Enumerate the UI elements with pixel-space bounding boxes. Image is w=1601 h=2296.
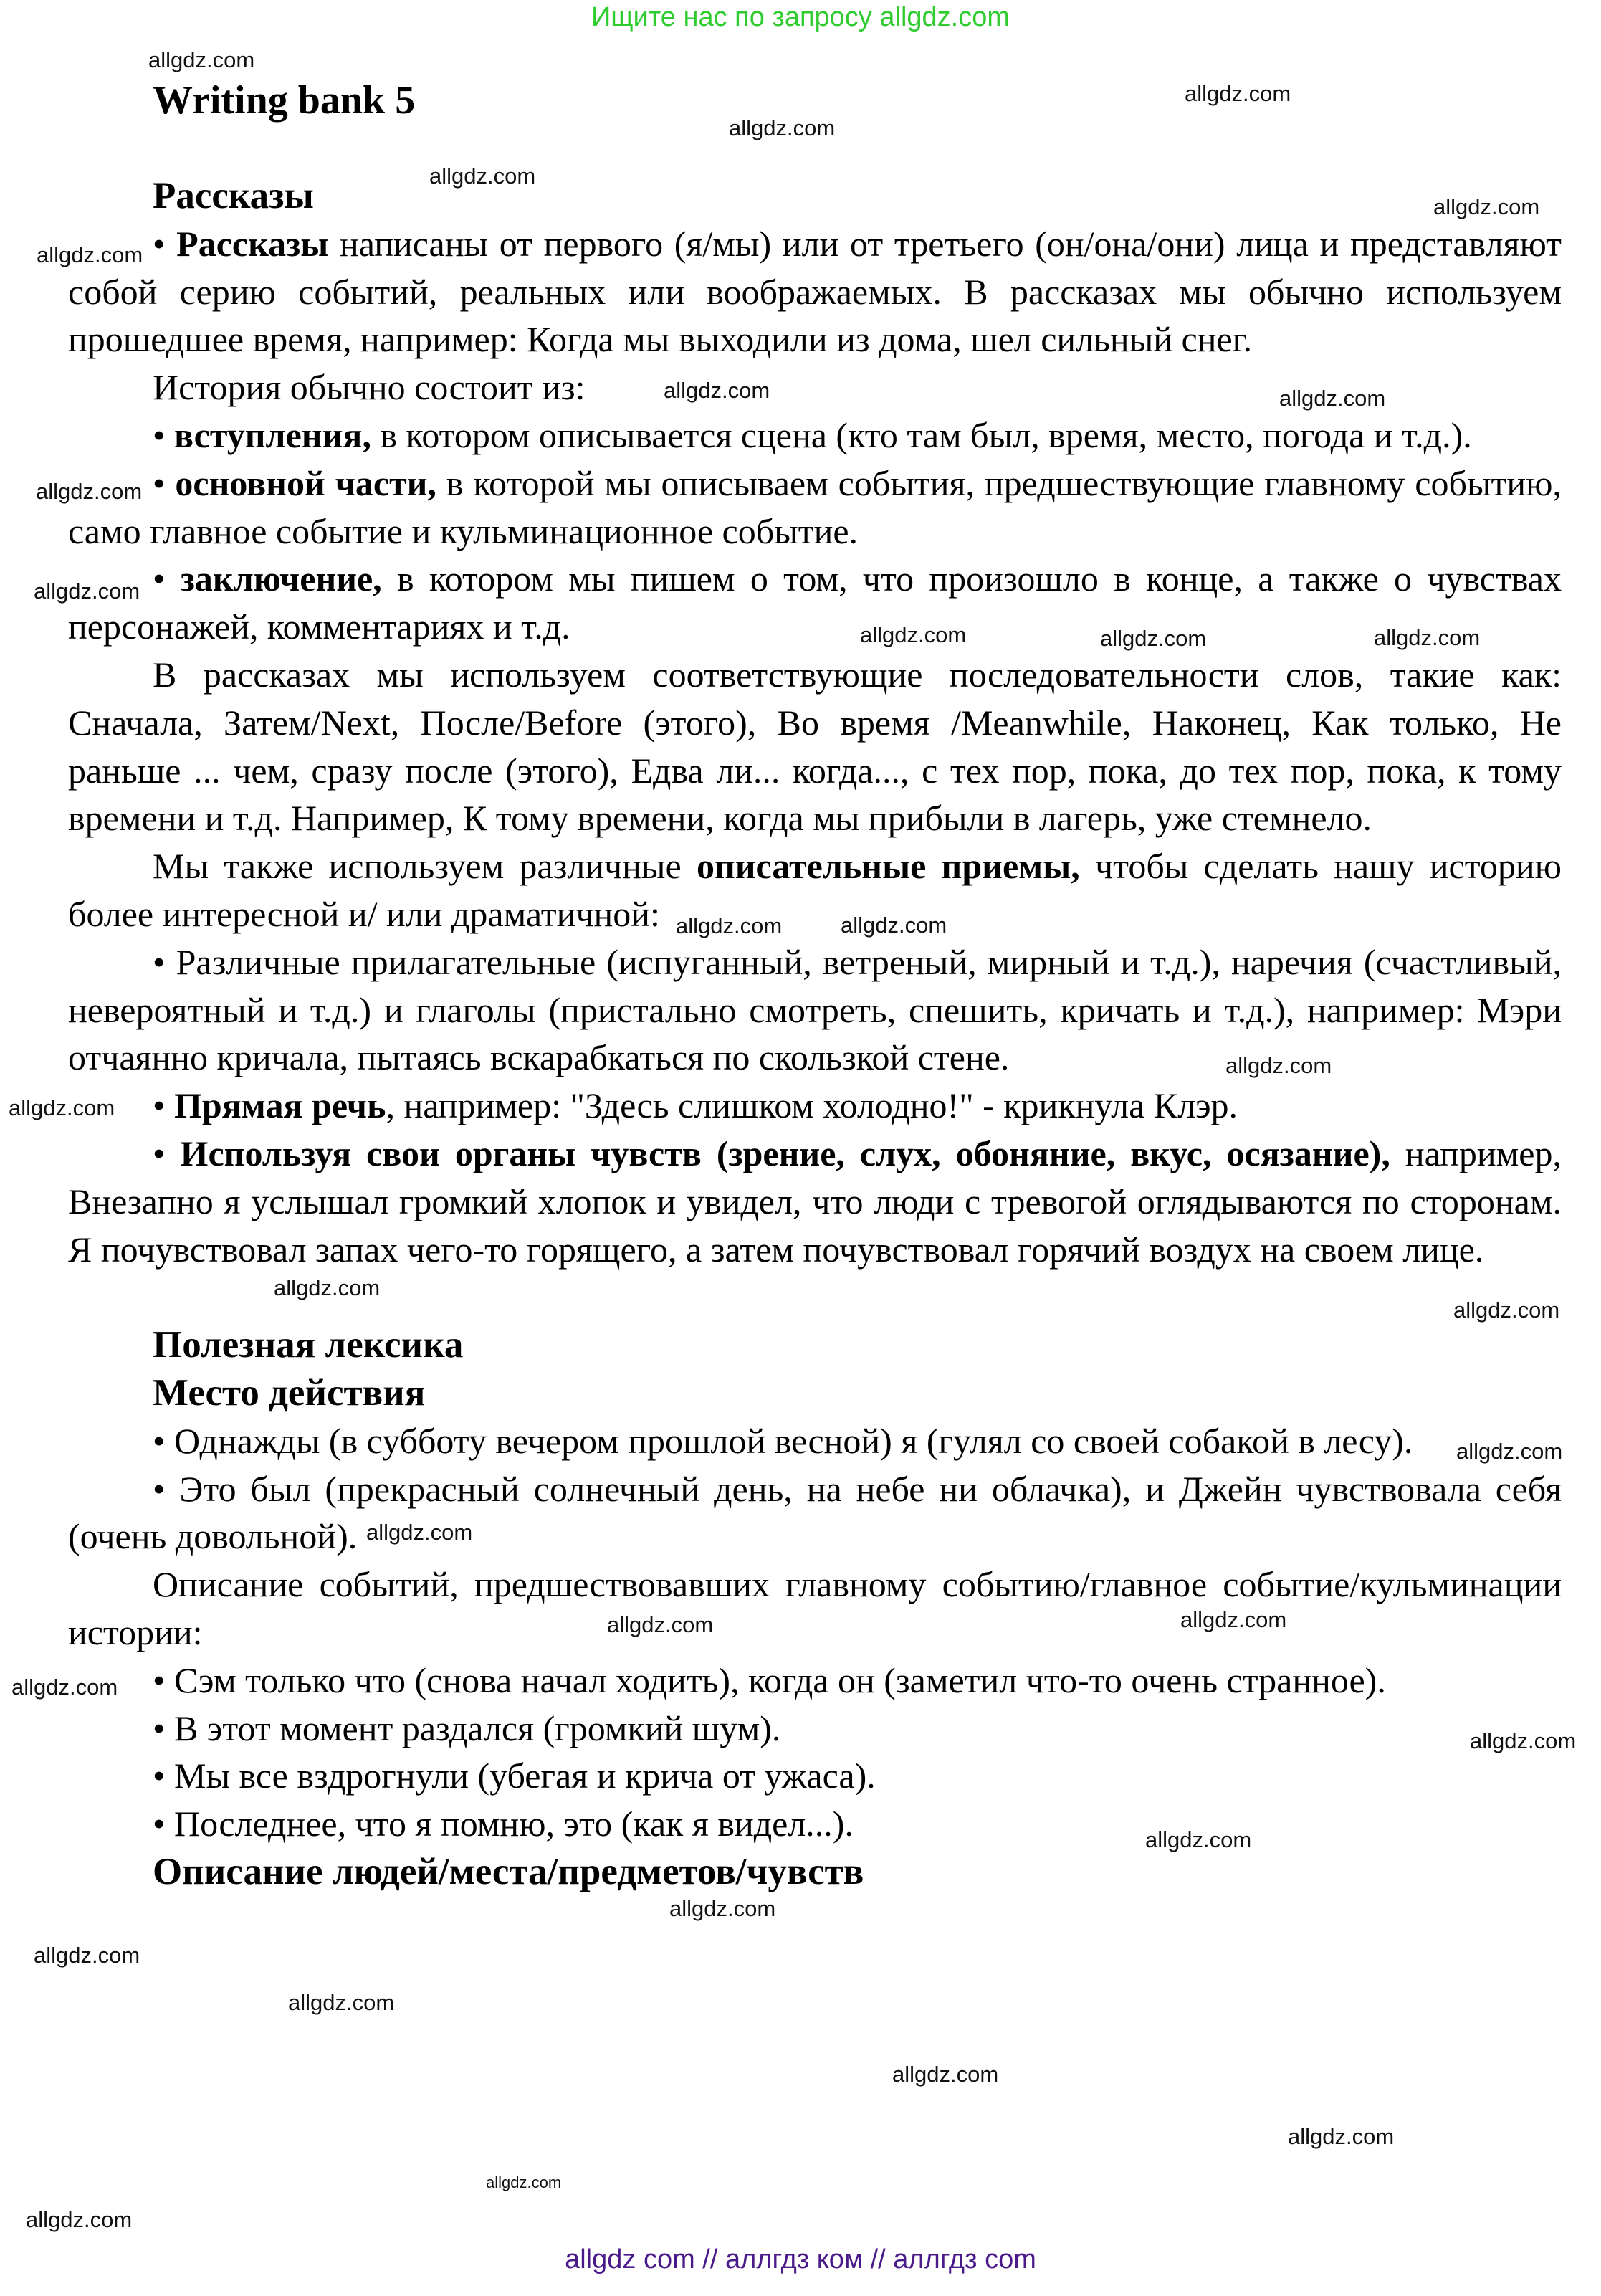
text-run: Мы также используем различные — [153, 846, 697, 887]
text-run: • — [153, 1085, 175, 1126]
watermark-text: allgdz.com — [1374, 625, 1481, 650]
section-heading — [68, 1321, 1562, 1369]
watermark-text: allgdz.com — [892, 2062, 999, 2087]
watermark-text: allgdz.com — [34, 578, 140, 604]
paragraph — [68, 220, 1562, 363]
bold-text: Рассказы — [153, 175, 314, 216]
watermark-text: allgdz.com — [274, 1275, 381, 1300]
paragraph — [68, 1657, 1562, 1705]
watermark-text: allgdz.com — [429, 163, 536, 189]
bold-text: Рассказы — [176, 223, 329, 264]
watermark-text: allgdz.com — [148, 47, 255, 72]
bold-text: описательные приемы, — [696, 846, 1080, 887]
bold-text: Прямая речь — [174, 1085, 386, 1126]
paragraph — [68, 1082, 1562, 1130]
text-run: написаны от первого (я/мы) или от третьего (он/она/они) лица и представляют собой серию событий, реальных или воображаемых. В рассказах мы обычно используем прошедшее время, например: Когда мы выходили из дома, шел сильный снег. — [68, 223, 1562, 360]
watermark-text: allgdz.com — [1180, 1607, 1287, 1632]
paragraph — [68, 1130, 1562, 1273]
watermark-text: allgdz.com — [34, 1943, 140, 1968]
bold-text: вступления, — [174, 414, 371, 455]
watermark-text: allgdz.com — [486, 2173, 562, 2191]
watermark-text: allgdz.com — [1433, 194, 1540, 219]
watermark-text: allgdz.com — [1100, 626, 1207, 651]
page-title: Writing bank 5 — [153, 78, 416, 123]
bold-text: Полезная лексика — [153, 1324, 464, 1366]
text-run: • — [153, 1133, 181, 1173]
watermark-text: allgdz.com — [36, 479, 143, 504]
paragraph — [68, 1752, 1562, 1800]
text-run: • Это был (прекрасный солнечный день, на небе ни облачка), и Джейн чувствовала себя (очень довольной). — [68, 1468, 1562, 1557]
watermark-text: allgdz.com — [729, 115, 836, 140]
text-run: • В этот момент раздался (громкий шум). — [153, 1707, 781, 1748]
text-run: • Однажды (в субботу вечером прошлой весной) я (гулял со своей собакой в лесу). — [153, 1420, 1413, 1461]
paragraph — [68, 1561, 1562, 1657]
watermark-text: allgdz.com — [1145, 1827, 1252, 1852]
bottom-watermark-banner[interactable]: allgdz com // аллгдз ком // аллгдз com — [565, 2244, 1036, 2274]
watermark-text: allgdz.com — [669, 1896, 776, 1921]
watermark-text: allgdz.com — [1288, 2124, 1395, 2149]
bold-text: Описание людей/места/предметов/чувств — [153, 1850, 864, 1892]
paragraph — [68, 651, 1562, 842]
watermark-text: allgdz.com — [1470, 1728, 1577, 1753]
text-run: , например: "Здесь слишком холодно!" - крикнула Клэр. — [386, 1085, 1238, 1126]
watermark-text: allgdz.com — [607, 1612, 714, 1637]
text-run: Описание событий, предшествовавших главному событию/главное событие/кульминации истории: — [68, 1564, 1562, 1652]
text-run: • — [153, 462, 176, 503]
paragraph — [68, 459, 1562, 556]
text-run: История обычно состоит из: — [153, 367, 586, 408]
text-run: в которой мы описываем события, предшествующие главному событию, само главное событие и кульминационное событие. — [68, 462, 1562, 551]
text-run: • — [153, 223, 177, 264]
paragraph — [68, 938, 1562, 1082]
paragraph — [68, 555, 1562, 651]
paragraph — [68, 1705, 1562, 1753]
section-heading — [68, 1369, 1562, 1417]
bold-text: заключение, — [180, 558, 382, 599]
text-run: в котором описывается сцена (кто там был, время, место, погода и т.д.). — [371, 414, 1472, 455]
text-run: В рассказах мы используем соответствующие последовательности слов, такие как: Сначала, Затем/Next, После/Before (этого), Во время /Meanwhile, Наконец, Как только, Не раньше ... чем, сразу после (этого), Едва ли... когда..., с тех пор, пока, до тех пор, пока, к тому времени и т.д. Например, К тому времени, когда мы прибыли в лагерь, уже стемнело. — [68, 654, 1562, 839]
paragraph — [68, 1800, 1562, 1848]
watermark-text: allgdz.com — [841, 913, 947, 938]
watermark-text: allgdz.com — [1456, 1439, 1563, 1464]
watermark-text: allgdz.com — [664, 378, 770, 403]
watermark-text: allgdz.com — [1185, 81, 1291, 106]
section-heading — [68, 172, 1562, 220]
bold-text: основной части, — [175, 462, 436, 503]
text-run: • Последнее, что я помню, это (как я видел...). — [153, 1804, 854, 1844]
text-run: • Сэм только что (снова начал ходить), когда он (заметил что-то очень странное). — [153, 1659, 1386, 1700]
watermark-text: allgdz.com — [9, 1095, 115, 1120]
watermark-text: allgdz.com — [11, 1675, 118, 1700]
watermark-text: allgdz.com — [26, 2207, 133, 2232]
text-run: в котором мы пишем о том, что произошло в конце, а также о чувствах персонажей, комментариях и т.д. — [68, 558, 1562, 647]
watermark-text: allgdz.com — [676, 913, 783, 938]
text-run: • Мы все вздрогнули (убегая и крича от ужаса). — [153, 1756, 876, 1796]
watermark-text: allgdz.com — [366, 1520, 473, 1545]
watermark-text: allgdz.com — [288, 1990, 395, 2015]
document-body — [68, 172, 1562, 1896]
watermark-text: allgdz.com — [1225, 1053, 1332, 1078]
text-run: • — [153, 558, 181, 599]
paragraph — [68, 1417, 1562, 1465]
paragraph — [68, 1465, 1562, 1561]
paragraph — [68, 411, 1562, 459]
text-run: чтобы сделать нашу историю более интересной и/ или драматичной: — [68, 846, 1562, 934]
bold-text: Место действия — [153, 1371, 426, 1414]
bold-text: Используя свои органы чувств (зрение, слух, обоняние, вкус, осязание), — [180, 1133, 1390, 1173]
text-run: • Различные прилагательные (испуганный, ветреный, мирный и т.д.), наречия (счастливый, невероятный и т.д.) и глаголы (пристально смотреть, спешить, кричать и т.д.), например: Мэри отчаянно кричала, пытаясь вскарабкаться по скользкой стене. — [68, 941, 1562, 1078]
watermark-text: allgdz.com — [1453, 1297, 1560, 1323]
text-run: • — [153, 414, 175, 455]
top-watermark-banner[interactable]: Ищите нас по запросу allgdz.com — [591, 2, 1010, 32]
section-heading — [68, 1848, 1562, 1896]
watermark-text: allgdz.com — [1279, 386, 1386, 411]
watermark-text: allgdz.com — [860, 622, 967, 647]
watermark-text: allgdz.com — [37, 242, 143, 267]
text-run: например, Внезапно я услышал громкий хлопок и увидел, что люди с тревогой оглядываются по сторонам. Я почувствовал запах чего-то горящего, а затем почувствовал горячий воздух на своем лице. — [68, 1133, 1562, 1270]
paragraph — [68, 842, 1562, 938]
